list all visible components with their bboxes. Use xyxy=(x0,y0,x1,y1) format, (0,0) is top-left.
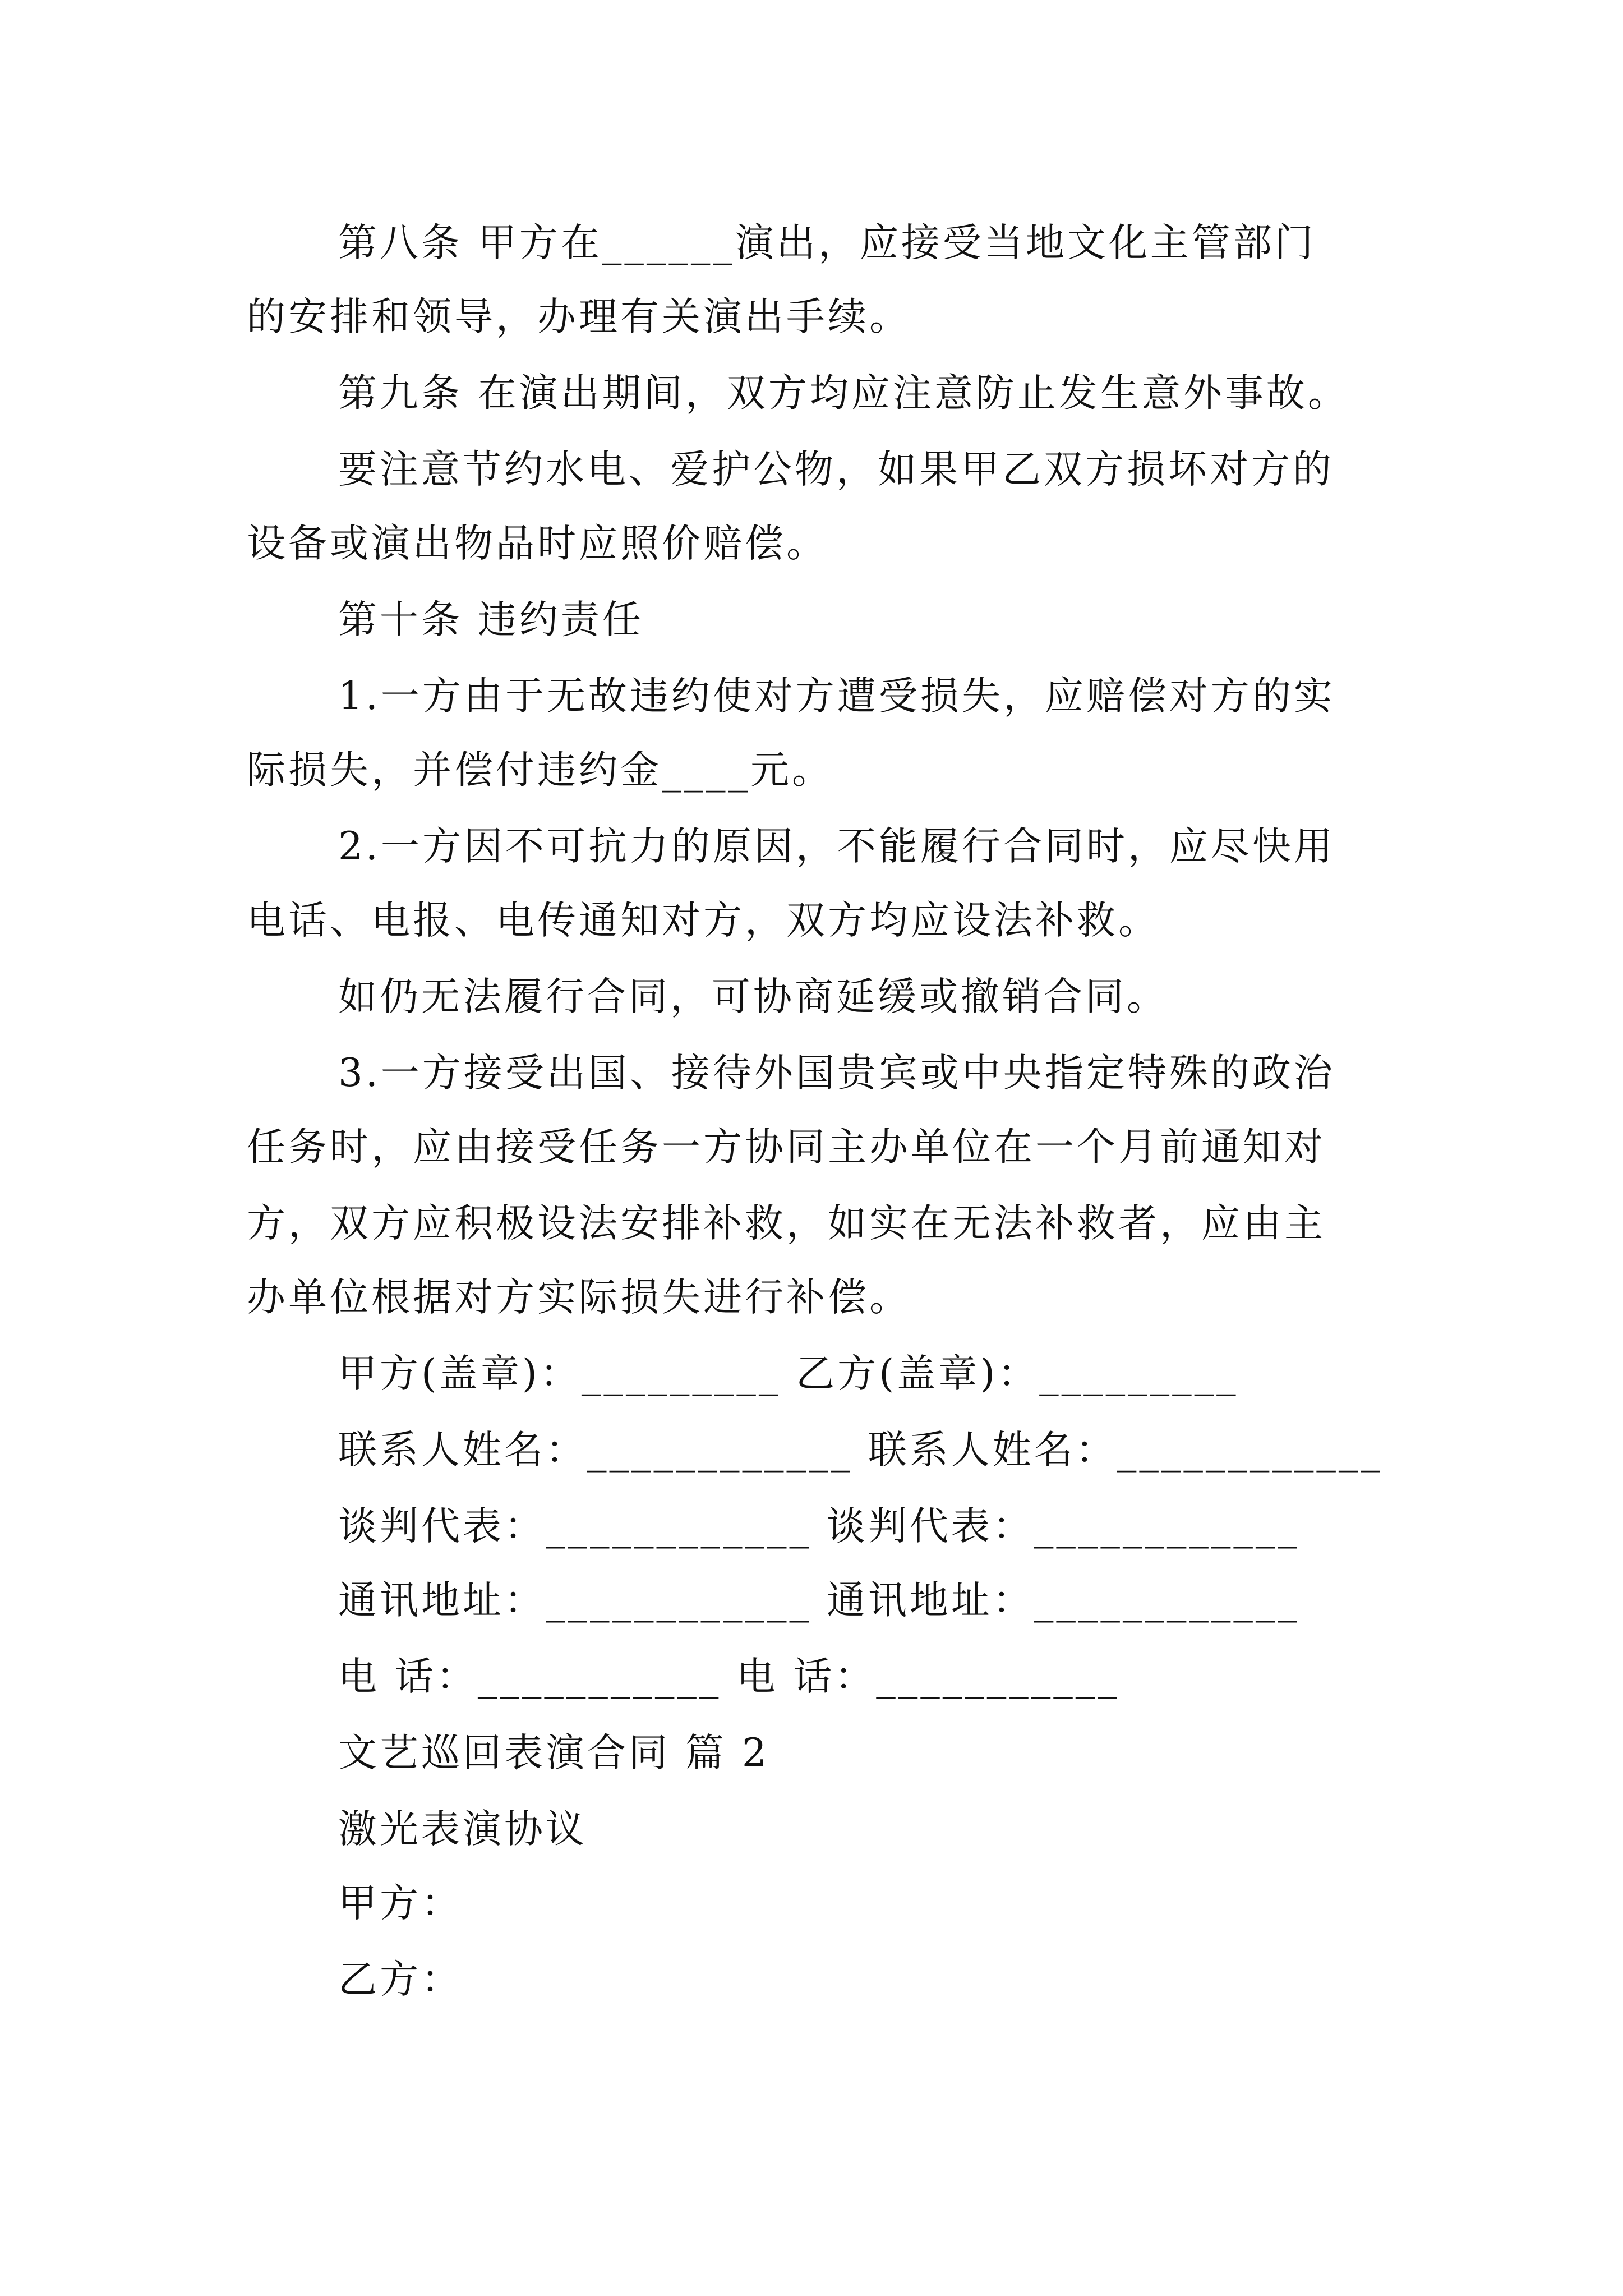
clause-10-item-1-line-2: 际损失，并偿付违约金____元。 xyxy=(247,748,833,793)
clause-9-line-3: 设备或演出物品时应照价赔偿。 xyxy=(247,521,828,566)
clause-10-item-1-line-1: 1.一方由于无故违约使对方遭受损失，应赔偿对方的实 xyxy=(338,674,1335,719)
clause-10-heading: 第十条 违约责任 xyxy=(338,597,644,642)
signature-contact-row: 联系人姓名：____________ 联系人姓名：____________ xyxy=(338,1428,1383,1473)
clause-9-line-2: 要注意节约水电、爱护公物，如果甲乙双方损坏对方的 xyxy=(338,447,1334,492)
clause-8-line-2: 的安排和领导，办理有关演出手续。 xyxy=(247,295,911,339)
agreement-title: 激光表演协议 xyxy=(338,1807,587,1852)
clause-10-item-3-line-4: 办单位根据对方实际损失进行补偿。 xyxy=(247,1275,911,1320)
party-a-label: 甲方： xyxy=(338,1881,463,1926)
clause-10-item-3-line-1: 3.一方接受出国、接待外国贵宾或中央指定特殊的政治 xyxy=(338,1051,1335,1096)
clause-10-item-3-line-3: 方，双方应积极设法安排补救，如实在无法补救者，应由主 xyxy=(247,1201,1326,1246)
clause-9-line-1: 第九条 在演出期间，双方均应注意防止发生意外事故。 xyxy=(338,371,1349,416)
signature-phone-row: 电 话：___________ 电 话：___________ xyxy=(338,1654,1120,1699)
section-title-part-2: 文艺巡回表演合同 篇 2 xyxy=(338,1731,769,1775)
signature-seal-row: 甲方(盖章)：_________ 乙方(盖章)：_________ xyxy=(338,1351,1239,1396)
clause-8-line-1: 第八条 甲方在______演出，应接受当地文化主管部门 xyxy=(338,220,1316,265)
clause-10-item-2-line-3: 如仍无法履行合同，可协商延缓或撤销合同。 xyxy=(338,974,1168,1019)
clause-10-item-2-line-1: 2.一方因不可抗力的原因，不能履行合同时，应尽快用 xyxy=(338,824,1335,869)
signature-negotiator-row: 谈判代表：____________ 谈判代表：____________ xyxy=(338,1504,1300,1549)
party-b-label: 乙方： xyxy=(338,1957,463,2002)
clause-10-item-3-line-2: 任务时，应由接受任务一方协同主办单位在一个月前通知对 xyxy=(247,1125,1326,1170)
clause-10-item-2-line-2: 电话、电报、电传通知对方，双方均应设法补救。 xyxy=(247,898,1160,943)
signature-address-row: 通讯地址：____________ 通讯地址：____________ xyxy=(338,1578,1300,1623)
